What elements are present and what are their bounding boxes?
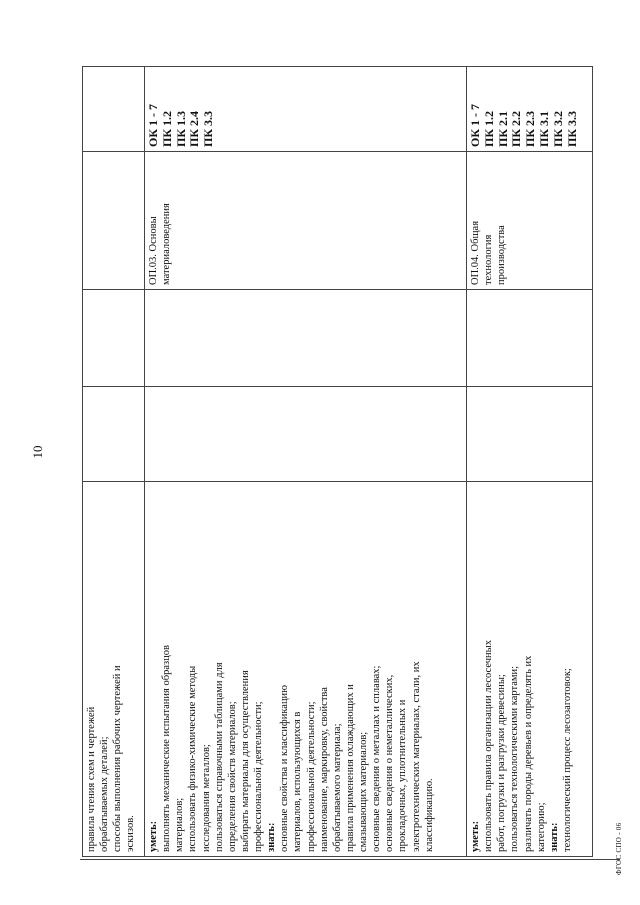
discipline-name: материаловедения bbox=[161, 203, 173, 285]
table-row bbox=[83, 67, 145, 857]
footer-code: ФГОС СПО - 06 bbox=[615, 822, 623, 875]
text-line: основные сведения о металлах и сплавах; bbox=[371, 665, 383, 852]
table-row bbox=[145, 67, 467, 857]
empty-cell bbox=[467, 290, 593, 387]
znat-label: знать: bbox=[266, 822, 278, 852]
competency-code: ПК 3.3 bbox=[201, 110, 216, 147]
competency-code: ПК 2.3 bbox=[523, 110, 538, 147]
text-line: материалов, использующихся в bbox=[292, 711, 304, 852]
skills-cell bbox=[467, 482, 593, 857]
text-line: обрабатываемого материала; bbox=[331, 723, 343, 852]
text-line: прокладочных, уплотнительных и bbox=[397, 699, 409, 852]
codes-cell bbox=[83, 67, 145, 152]
umet-label: уметь: bbox=[148, 820, 159, 852]
discipline-cell bbox=[83, 152, 145, 290]
skills-cell bbox=[83, 482, 145, 857]
umet-label: уметь: bbox=[470, 820, 481, 852]
text-line: исследования металлов; bbox=[200, 744, 212, 852]
text-line: профессиональной деятельности; bbox=[305, 701, 317, 852]
competency-code: ПК 3.1 bbox=[536, 110, 551, 147]
competency-code: ПК 3.2 bbox=[550, 110, 565, 147]
text-line: пользоваться технологическими картами; bbox=[509, 665, 521, 852]
text-line: технологический процесс лесозаготовок; bbox=[561, 668, 573, 852]
text-line: категорию; bbox=[535, 802, 547, 852]
text-line: обрабатываемых деталей; bbox=[99, 736, 111, 852]
discipline-name: производства bbox=[496, 225, 508, 285]
text-line: электротехнических материалах, стали, их bbox=[410, 661, 422, 852]
table-row bbox=[467, 67, 593, 857]
codes-cell bbox=[145, 67, 467, 152]
discipline-cell bbox=[145, 152, 467, 290]
text-line: классификацию. bbox=[423, 778, 435, 852]
competency-code: ПК 2.4 bbox=[187, 110, 202, 147]
text-line: профессиональной деятельности; bbox=[253, 701, 264, 852]
text-line: основные сведения о неметаллических, bbox=[384, 674, 396, 852]
empty-cell bbox=[145, 290, 467, 387]
competency-code: ПК 2.1 bbox=[495, 110, 510, 147]
text-line: выполнять механические испытания образцов bbox=[161, 645, 173, 852]
page-rule bbox=[80, 859, 620, 860]
competency-code: ПК 3.3 bbox=[564, 110, 579, 147]
competency-code: ПК 2.2 bbox=[509, 110, 524, 147]
competency-code: ПК 1.2 bbox=[159, 110, 174, 147]
empty-cell bbox=[467, 387, 593, 482]
page-number: 10 bbox=[30, 445, 45, 459]
codes-cell bbox=[467, 67, 593, 152]
competency-table bbox=[82, 66, 593, 857]
discipline-name: ОП.04. Общая bbox=[470, 220, 481, 285]
znat-label: знать: bbox=[548, 822, 560, 852]
competency-code: ПК 1.3 bbox=[173, 110, 188, 147]
discipline-cell bbox=[467, 152, 593, 290]
text-line: правила применения охлаждающих и bbox=[344, 684, 356, 852]
text-line: эскизов. bbox=[125, 815, 137, 852]
text-line: выбирать материалы для осуществления bbox=[239, 670, 251, 852]
discipline-name: ОП.03. Основы bbox=[148, 216, 159, 285]
text-line: материалов; bbox=[174, 797, 186, 852]
empty-cell bbox=[145, 387, 467, 482]
text-line: смазывающих материалов; bbox=[358, 731, 369, 852]
skills-cell bbox=[145, 482, 467, 857]
text-line: работ, погрузки и разгрузки древесины; bbox=[496, 674, 508, 852]
text-line: основные свойства и классификацию bbox=[279, 684, 291, 852]
text-line: использовать правила организации лесосечных bbox=[483, 640, 495, 852]
text-line: различать породы деревьев и определять их bbox=[522, 655, 534, 852]
text-line: использовать физико-химические методы bbox=[187, 665, 199, 852]
empty-cell bbox=[83, 290, 145, 387]
text-line: пользоваться справочными таблицами для bbox=[213, 662, 225, 852]
text-line: правила чтения схем и чертежей bbox=[86, 706, 97, 852]
discipline-name: технология bbox=[483, 234, 495, 285]
text-line: наименование, маркировку, свойства bbox=[318, 687, 330, 852]
empty-cell bbox=[83, 387, 145, 482]
competency-code: ПК 1.2 bbox=[481, 110, 496, 147]
competency-code: ОК 1 - 7 bbox=[468, 103, 482, 147]
competency-code: ОК 1 - 7 bbox=[146, 103, 160, 147]
text-line: определения свойств материалов; bbox=[226, 701, 238, 852]
text-line: способы выполнения рабочих чертежей и bbox=[112, 665, 124, 852]
